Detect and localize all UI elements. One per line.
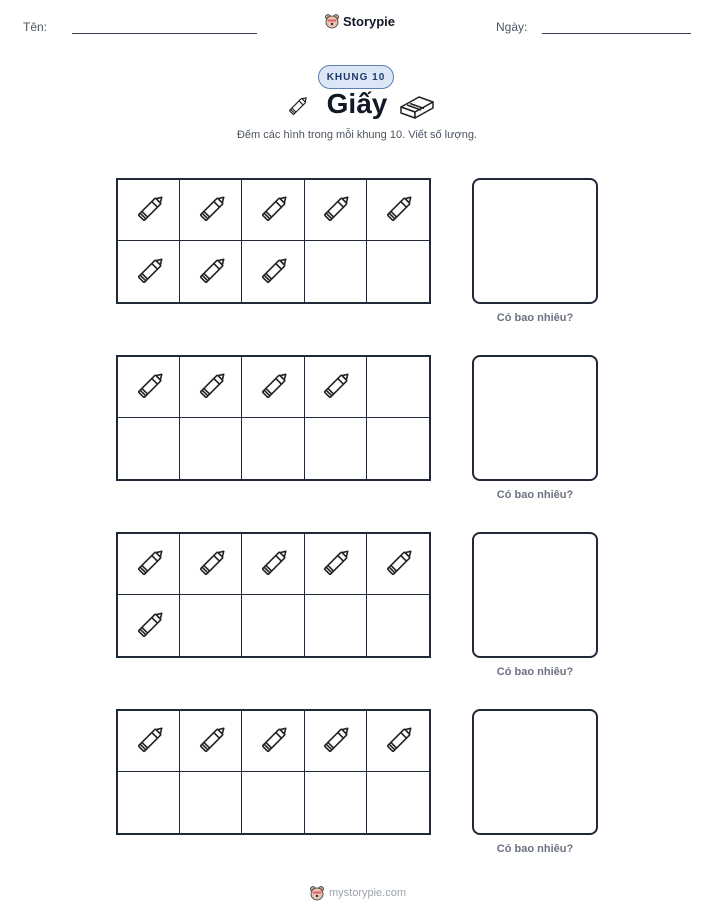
- eraser-icon: [399, 93, 435, 119]
- frame-cell: [118, 357, 180, 418]
- frame-cell: [180, 241, 242, 302]
- frame-cell: [305, 357, 367, 418]
- answer-label: Có bao nhiêu?: [496, 843, 574, 855]
- frame-cell: [118, 772, 180, 833]
- crayon-icon: [317, 546, 353, 582]
- frame-cell: [305, 711, 367, 772]
- crayon-icon: [131, 192, 167, 228]
- frame-cell: [242, 711, 304, 772]
- crayon-icon: [317, 192, 353, 228]
- date-line[interactable]: [542, 33, 691, 34]
- crayon-icon: [131, 608, 167, 644]
- answer-box-4[interactable]: [472, 709, 598, 835]
- answer-box-3[interactable]: [472, 532, 598, 658]
- frame-cell: [367, 180, 429, 241]
- frame-cell: [367, 711, 429, 772]
- answer-box-1[interactable]: [472, 178, 598, 304]
- frame-cell: [242, 595, 304, 656]
- frame-cell: [180, 180, 242, 241]
- name-line[interactable]: [72, 33, 257, 34]
- frame-cell: [242, 357, 304, 418]
- answer-label: Có bao nhiêu?: [496, 489, 574, 501]
- frame-cell: [305, 180, 367, 241]
- crayon-icon: [317, 369, 353, 405]
- frame-cell: [305, 595, 367, 656]
- frame-cell: [305, 418, 367, 479]
- frame-cell: [242, 534, 304, 595]
- page-title: Giấy: [326, 88, 388, 119]
- bear-logo-icon: [309, 885, 325, 901]
- frame-cell: [180, 711, 242, 772]
- frame-cell: [118, 595, 180, 656]
- answer-box-2[interactable]: [472, 355, 598, 481]
- bear-logo-icon: [324, 13, 340, 29]
- frame-cell: [242, 241, 304, 302]
- worksheet-type-badge: KHUNG 10: [318, 65, 394, 89]
- crayon-icon: [131, 369, 167, 405]
- frame-cell: [367, 418, 429, 479]
- ten-frame-4: [116, 709, 431, 835]
- crayon-icon: [380, 192, 416, 228]
- crayon-icon: [193, 723, 229, 759]
- crayon-icon: [380, 723, 416, 759]
- crayon-icon: [193, 254, 229, 290]
- frame-cell: [180, 418, 242, 479]
- footer: [309, 885, 406, 901]
- ten-frame-3: [116, 532, 431, 658]
- ten-frame-1: [116, 178, 431, 304]
- instructions: Đếm các hình trong mỗi khung 10. Viết số lượng.: [236, 129, 477, 141]
- frame-cell: [118, 534, 180, 595]
- name-label: Tên:: [23, 20, 48, 34]
- frame-cell: [118, 241, 180, 302]
- frame-cell: [242, 772, 304, 833]
- frame-cell: [180, 595, 242, 656]
- footer-url[interactable]: mystorypie.com: [329, 887, 407, 899]
- frame-cell: [242, 180, 304, 241]
- date-label: Ngày:: [496, 20, 528, 34]
- crayon-icon: [380, 546, 416, 582]
- frame-cell: [180, 534, 242, 595]
- frame-cell: [118, 180, 180, 241]
- answer-label: Có bao nhiêu?: [496, 666, 574, 678]
- answer-label: Có bao nhiêu?: [496, 312, 574, 324]
- crayon-icon: [255, 369, 291, 405]
- frame-cell: [305, 772, 367, 833]
- crayon-icon: [193, 369, 229, 405]
- frame-cell: [367, 357, 429, 418]
- crayon-icon: [255, 254, 291, 290]
- frame-cell: [367, 534, 429, 595]
- crayon-icon: [317, 723, 353, 759]
- crayon-icon: [255, 723, 291, 759]
- crayon-icon: [193, 546, 229, 582]
- frame-cell: [242, 418, 304, 479]
- ten-frame-2: [116, 355, 431, 481]
- frame-cell: [305, 241, 367, 302]
- frame-cell: [367, 241, 429, 302]
- brand-name: Storypie: [343, 13, 396, 29]
- frame-cell: [305, 534, 367, 595]
- crayon-icon: [255, 192, 291, 228]
- frame-cell: [118, 711, 180, 772]
- frame-cell: [367, 772, 429, 833]
- frame-cell: [367, 595, 429, 656]
- frame-cell: [118, 418, 180, 479]
- crayon-icon: [131, 254, 167, 290]
- crayon-icon: [255, 546, 291, 582]
- crayon-icon: [131, 546, 167, 582]
- brand-logo: [324, 13, 395, 29]
- frame-cell: [180, 357, 242, 418]
- frame-cell: [180, 772, 242, 833]
- crayon-icon: [193, 192, 229, 228]
- crayon-icon: [131, 723, 167, 759]
